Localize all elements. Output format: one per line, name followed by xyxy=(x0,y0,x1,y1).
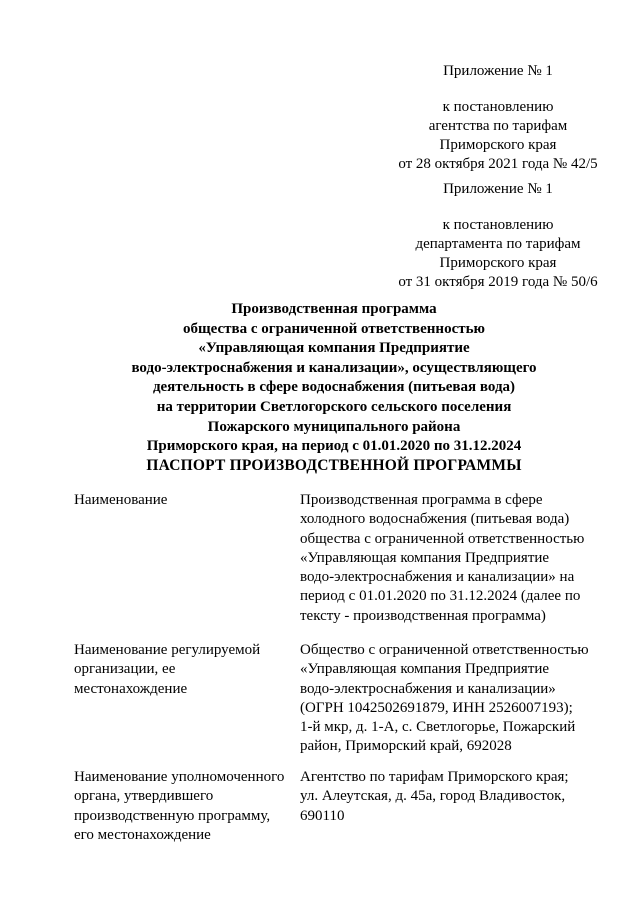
value-line: Агентство по тарифам Приморского края; xyxy=(300,769,569,785)
label-line: органа, утвердившего xyxy=(74,788,214,805)
value-line: «Управляющая компания Предприятие xyxy=(300,549,550,566)
appendix-line: агентства по тарифам xyxy=(428,118,568,134)
value-line: район, Приморский край, 692028 xyxy=(300,738,512,755)
appendix-title: Приложение № 1 xyxy=(443,63,553,79)
program-title-line: Пожарского муниципального района xyxy=(207,418,461,435)
appendix-line: Приморского края xyxy=(439,255,557,271)
value-line: 690110 xyxy=(300,807,345,824)
appendix-line: от 31 октября 2019 года № 50/6 xyxy=(398,274,598,290)
program-title xyxy=(60,300,608,457)
appendix-line: Приморского края xyxy=(439,137,557,153)
appendix-line: департамента по тарифам xyxy=(415,236,581,252)
value-line: период с 01.01.2020 по 31.12.2024 (далее по xyxy=(300,588,581,605)
label-line: Наименование xyxy=(74,492,168,508)
passport-value xyxy=(300,491,610,626)
value-line: «Управляющая компания Предприятие xyxy=(300,661,550,678)
program-title-line: водо-электроснабжения и канализации», осуществляющего xyxy=(131,359,537,376)
value-line: холодного водоснабжения (питьевая вода) xyxy=(300,511,570,528)
value-line: (ОГРН 1042502691879, ИНН 2526007193); xyxy=(300,699,573,716)
program-title-line: общества с ограниченной ответственностью xyxy=(183,320,485,337)
value-line: общества с ограниченной ответственностью xyxy=(300,530,585,547)
appendix-line: от 28 октября 2021 года № 42/5 xyxy=(398,156,598,172)
label-line: Наименование уполномоченного xyxy=(74,769,285,785)
label-line: Наименование регулируемой xyxy=(74,642,261,658)
program-title-line: «Управляющая компания Предприятие xyxy=(198,340,470,357)
value-line: Общество с ограниченной ответственностью xyxy=(300,642,589,658)
passport-value xyxy=(300,768,610,826)
passport-value xyxy=(300,641,610,757)
label-line: местонахождение xyxy=(74,680,188,697)
passport-label xyxy=(74,491,289,510)
program-title-line: на территории Светлогорского сельского поселения xyxy=(156,398,512,415)
label-line: его местонахождение xyxy=(74,826,211,843)
value-line: Производственная программа в сфере xyxy=(300,492,543,508)
appendix-original xyxy=(388,180,608,292)
program-title-line: Приморского края, на период с 01.01.2020 по 31.12.2024 xyxy=(146,438,522,455)
value-line: водо-электроснабжения и канализации» на xyxy=(300,569,575,586)
passport-label xyxy=(74,641,289,699)
value-line: водо-электроснабжения и канализации» xyxy=(300,680,556,697)
appendix-title: Приложение № 1 xyxy=(443,181,553,197)
program-title-line: Производственная программа xyxy=(231,301,437,317)
appendix-current xyxy=(388,62,608,174)
value-line: тексту - производственная программа) xyxy=(300,607,546,624)
program-title-line: деятельность в сфере водоснабжения (питьевая вода) xyxy=(152,379,516,396)
label-line: производственную программу, xyxy=(74,807,271,824)
appendix-line: к постановлению xyxy=(442,217,554,233)
passport-heading: ПАСПОРТ ПРОИЗВОДСТВЕННОЙ ПРОГРАММЫ xyxy=(146,457,522,474)
value-line: 1-й мкр, д. 1-А, с. Светлогорье, Пожарский xyxy=(300,719,576,736)
appendix-line: к постановлению xyxy=(442,99,554,115)
passport-label xyxy=(74,768,289,845)
value-line: ул. Алеутская, д. 45а, город Владивосток, xyxy=(300,788,566,805)
label-line: организации, ее xyxy=(74,661,176,678)
